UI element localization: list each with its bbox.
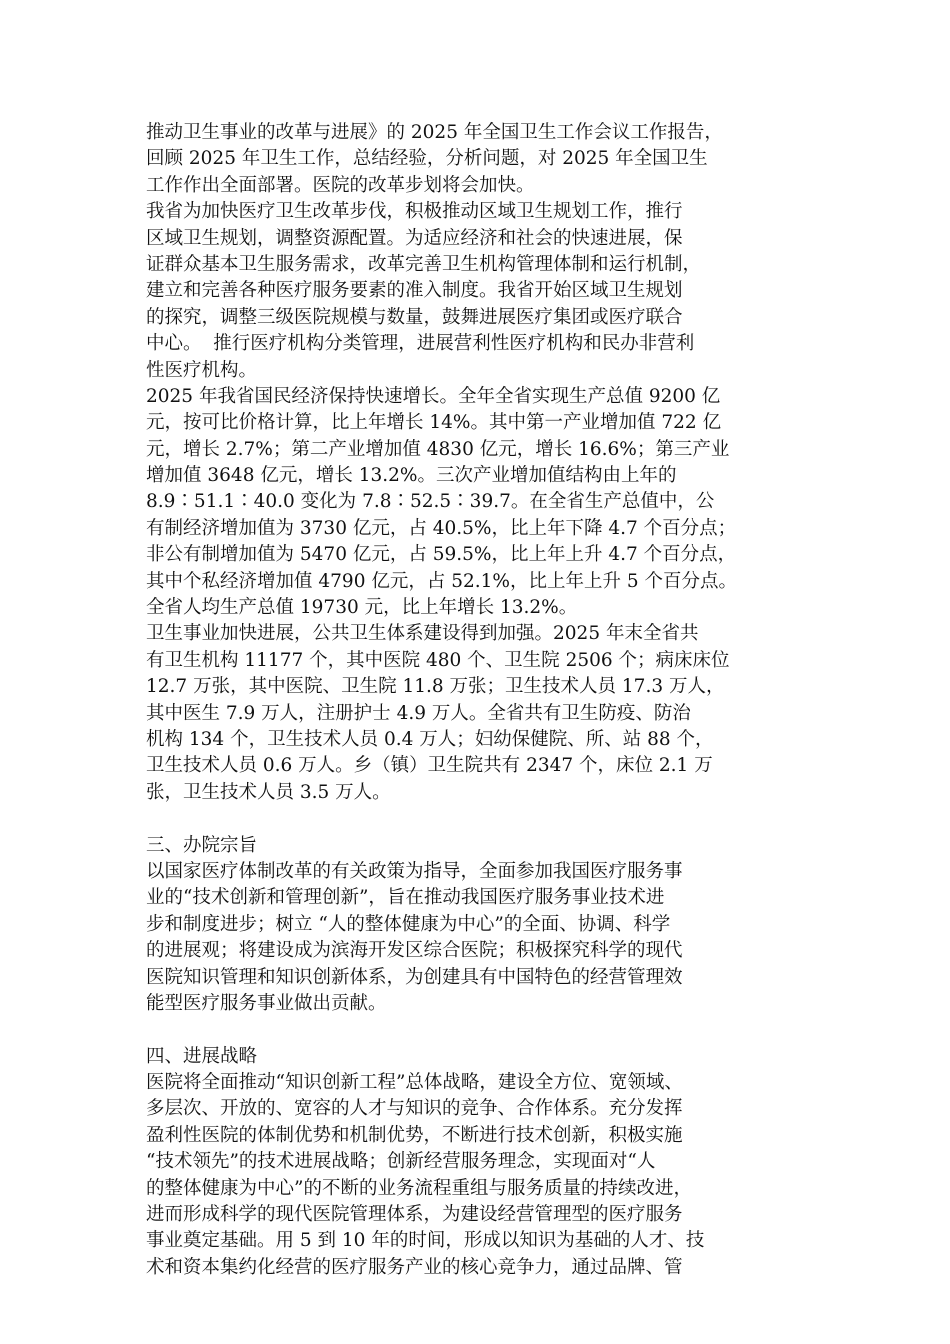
text-line: 医院知识管理和知识创新体系，为创建具有中国特色的经营管理效 <box>146 966 683 988</box>
text-line: 区域卫生规划，调整资源配置。为适应经济和社会的快速进展，保 <box>146 227 683 249</box>
text-line: 盈利性医院的体制优势和机制优势，不断进行技术创新，积极实施 <box>146 1124 683 1146</box>
text-line: 元，增长 2.7%；第二产业增加值 4830 亿元，增长 16.6%；第三产业 <box>146 438 730 460</box>
text-line: 的进展观；将建设成为滨海开发区综合医院；积极探究科学的现代 <box>146 940 683 962</box>
paragraph-economy <box>146 384 816 622</box>
spacer <box>146 1017 816 1043</box>
text-line: 术和资本集约化经营的医疗服务产业的核心竞争力，通过品牌、管 <box>146 1256 683 1278</box>
text-line: 推动卫生事业的改革与进展》的 2025 年全国卫生工作会议工作报告， <box>146 122 723 143</box>
section-mission <box>146 833 816 1018</box>
text-line: 步和制度进步；树立 “人的整体健康为中心”的全面、协调、科学 <box>146 913 671 935</box>
text-line: 中心。 推行医疗机构分类管理，进展营利性医疗机构和民办非营利 <box>146 333 695 355</box>
text-line: 进而形成科学的现代医院管理体系，为建设经营管理型的医疗服务 <box>146 1204 683 1226</box>
text-line: 的整体健康为中心”的不断的业务流程重组与服务质量的持续改进， <box>146 1177 692 1199</box>
text-line: 性医疗机构。 <box>146 359 258 381</box>
text-line: 其中个私经济增加值 4790 亿元，占 52.1%，比上年上升 5 个百分点。 <box>146 570 738 592</box>
text-line: 医院将全面推动“知识创新工程”总体战略，建设全方位、宽领域、 <box>146 1072 683 1094</box>
text-line: 非公有制增加值为 5470 亿元，占 59.5%，比上年上升 4.7 个百分点， <box>146 544 737 566</box>
text-line: 元，按可比价格计算，比上年增长 14%。其中第一产业增加值 722 亿 <box>146 412 722 434</box>
section-heading: 三、办院宗旨 <box>146 834 258 856</box>
text-line: 的探究，调整三级医院规模与数量，鼓舞进展医疗集团或医疗联合 <box>146 306 683 328</box>
text-line: 有制经济增加值为 3730 亿元，占 40.5%，比上年下降 4.7 个百分点； <box>146 517 737 539</box>
text-line: 增加值 3648 亿元，增长 13.2%。三次产业增加值结构由上年的 <box>146 465 677 487</box>
text-line: 事业奠定基础。用 5 到 10 年的时间，形成以知识为基础的人才、技 <box>146 1230 705 1252</box>
text-line: 证群众基本卫生服务需求，改革完善卫生机构管理体制和运行机制， <box>146 253 702 275</box>
text-line: 以国家医疗体制改革的有关政策为指导，全面参加我国医疗服务事 <box>146 860 683 882</box>
text-line: 我省为加快医疗卫生改革步伐，积极推动区域卫生规划工作，推行 <box>146 201 683 223</box>
text-line: “技术领先”的技术进展战略；创新经营服务理念，实现面对“人 <box>146 1151 656 1173</box>
text-line: 12.7 万张，其中医院、卫生院 11.8 万张；卫生技术人员 17.3 万人， <box>146 676 725 698</box>
text-line: 工作作出全面部署。医院的改革步划将会加快。 <box>146 174 535 196</box>
text-line: 8.9∶51.1∶40.0 变化为 7.8∶52.5∶39.7。在全省生产总值中，公 <box>146 491 715 513</box>
text-line: 卫生技术人员 0.6 万人。乡（镇）卫生院共有 2347 个，床位 2.1 万 <box>146 755 713 777</box>
paragraph-health-resources <box>146 621 816 806</box>
text-line: 张，卫生技术人员 3.5 万人。 <box>146 781 391 803</box>
spacer <box>146 806 816 832</box>
text-line: 回顾 2025 年卫生工作，总结经验，分析问题，对 2025 年全国卫生 <box>146 148 708 170</box>
text-line: 全省人均生产总值 19730 元，比上年增长 13.2%。 <box>146 597 578 619</box>
paragraph-regional-planning <box>146 199 816 384</box>
text-line: 建立和完善各种医疗服务要素的准入制度。我省开始区域卫生规划 <box>146 280 683 302</box>
text-line: 其中医生 7.9 万人，注册护士 4.9 万人。全省共有卫生防疫、防治 <box>146 702 691 724</box>
section-heading: 四、进展战略 <box>146 1045 258 1067</box>
text-line: 业的“技术创新和管理创新”，旨在推动我国医疗服务事业技术进 <box>146 887 665 909</box>
document-page <box>146 120 816 1281</box>
text-line: 能型医疗服务事业做出贡献。 <box>146 992 387 1014</box>
text-line: 多层次、开放的、宽容的人才与知识的竞争、合作体系。充分发挥 <box>146 1098 683 1120</box>
section-strategy <box>146 1044 816 1282</box>
text-line: 有卫生机构 11177 个，其中医院 480 个、卫生院 2506 个；病床床位 <box>146 649 730 671</box>
text-line: 卫生事业加快进展，公共卫生体系建设得到加强。2025 年末全省共 <box>146 623 699 645</box>
text-line: 2025 年我省国民经济保持快速增长。全年全省实现生产总值 9200 亿 <box>146 385 721 407</box>
paragraph-report-intro <box>146 120 816 199</box>
text-line: 机构 134 个，卫生技术人员 0.4 万人；妇幼保健院、所、站 88 个， <box>146 728 714 750</box>
